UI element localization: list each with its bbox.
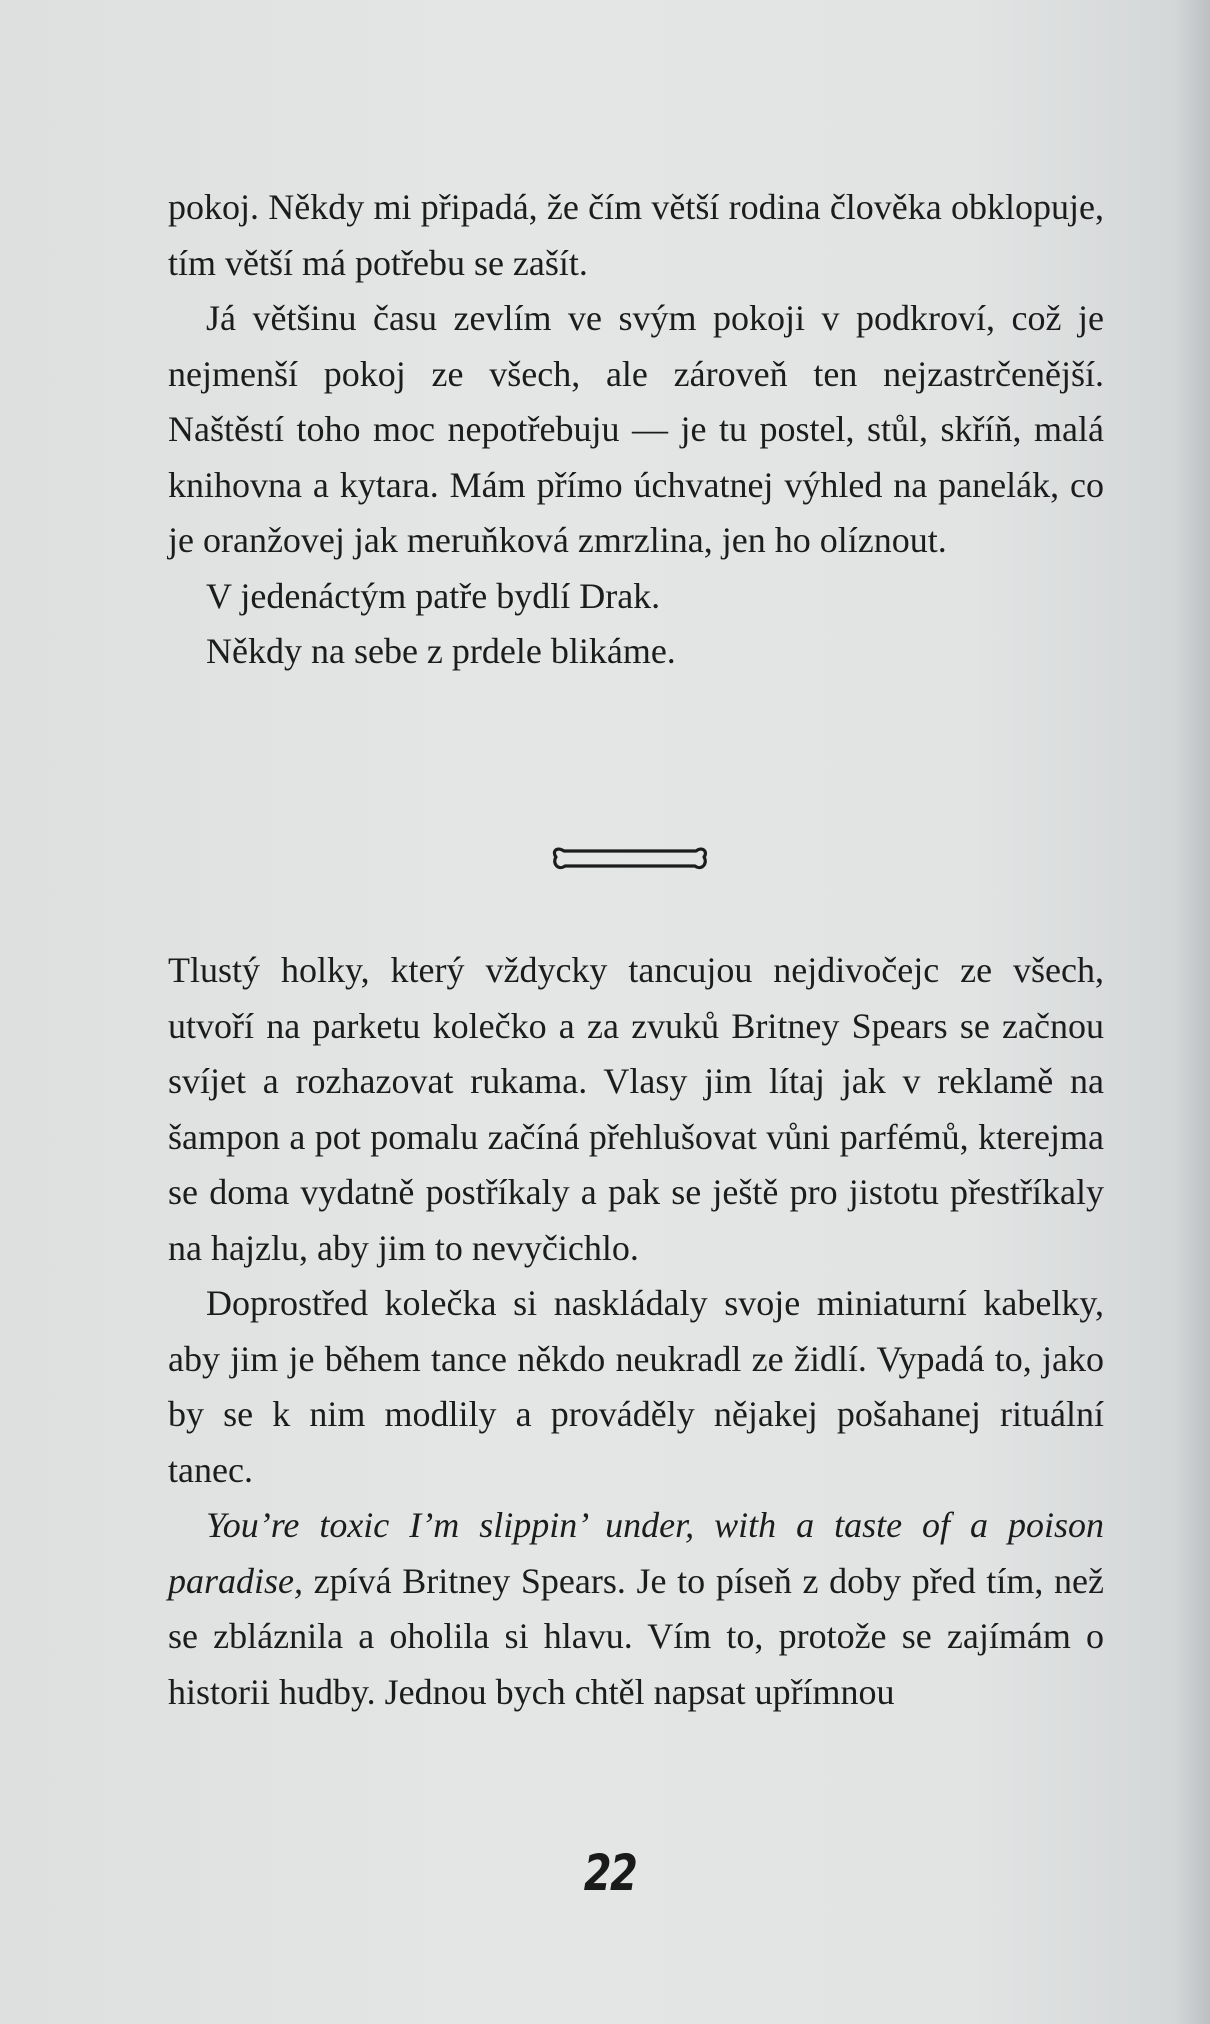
paragraph: Někdy na sebe z prdele blikáme.: [206, 631, 676, 671]
text-block-bottom: [168, 943, 1104, 1720]
paragraph: Já většinu času zevlím ve svým pokoji v podkroví, což je nejmenší pokoj ze všech, ale zároveň ten nejzastrčenější. Naštěstí toho moc nepotřebuju — je tu postel, stůl, skříň, malá knihovna a kytara. Mám přímo úchvatnej výhled na panelák, co je oranžovej jak meruňková zmrzlina, jen ho olíznout.: [168, 298, 1104, 560]
paragraph: Tlustý holky, který vždycky tancujou nejdivočejc ze všech, utvoří na parketu kolečko a za zvuků Britney Spears se začnou svíjet a rozhazovat rukama. Vlasy jim lítaj jak v reklamě na šampon a pot pomalu začíná přehlušovat vůni parfémů, kterejma se doma vydatně postříkaly a pak se ještě pro jistotu přestříkaly na hajzlu, aby jim to nevyčichlo.: [168, 950, 1104, 1268]
paragraph-lyric: [168, 1498, 1104, 1720]
paragraph: Doprostřed kolečka si naskládaly svoje miniaturní kabelky, aby jim je během tance někdo neukradl ze židlí. Vypadá to, jako by se k nim modlily a prováděly nějakej pošahanej rituální tanec.: [168, 1283, 1104, 1490]
lyric-italic: You’re toxic I’m slippin’ under, with a taste of a poison paradise,: [168, 1505, 1104, 1601]
paragraph: pokoj. Někdy mi připadá, že čím větší rodina člověka obklopuje, tím větší má potřebu se zašít.: [168, 187, 1104, 283]
page-edge-shadow: [1174, 0, 1210, 2024]
text-block-top: [168, 180, 1104, 680]
page-number: 22: [583, 1844, 637, 1902]
bone-icon: [550, 842, 710, 876]
lyric-continuation: zpívá Britney Spears. Je to píseň z doby před tím, než se zbláznila a oholila si hlavu. Vím to, protože se zajímám o historii hudby. Jednou bych chtěl napsat upřímnou: [168, 1560, 1104, 1712]
paragraph: V jedenáctým patře bydlí Drak.: [206, 575, 661, 616]
